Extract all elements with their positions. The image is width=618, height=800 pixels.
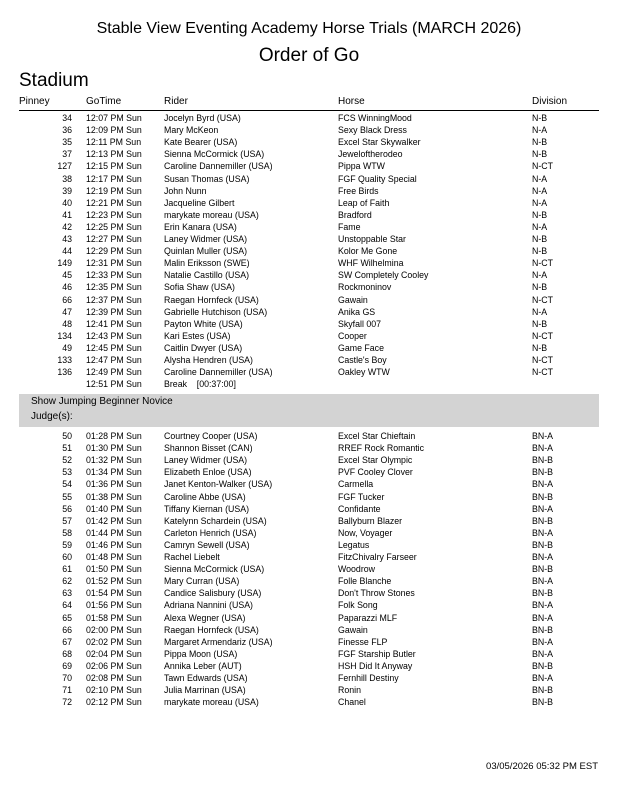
column-header-rider: Rider (164, 96, 188, 107)
horse-cell: Game Face (338, 342, 384, 353)
gotime-cell: 12:17 PM Sun (86, 173, 142, 184)
division-cell: BN-A (532, 503, 554, 514)
pinney-cell: 43 (62, 234, 72, 244)
rider-cell: Laney Widmer (USA) (164, 455, 248, 466)
horse-cell: Ronin (338, 685, 361, 696)
horse-cell: Kolor Me Gone (338, 246, 398, 257)
table-row (0, 515, 618, 527)
table-row (0, 173, 618, 185)
gotime-cell: 12:41 PM Sun (86, 318, 142, 329)
rider-cell: Camryn Sewell (USA) (164, 539, 250, 550)
table-row (0, 575, 618, 587)
table-row (0, 599, 618, 611)
table-row (0, 306, 618, 318)
horse-cell: Oakley WTW (338, 367, 390, 378)
horse-cell: Legatus (338, 539, 370, 550)
division-cell: N-CT (532, 367, 554, 378)
horse-cell: Chanel (338, 697, 366, 708)
rider-cell: Malin Eriksson (SWE) (164, 258, 250, 269)
gotime-cell: 01:50 PM Sun (86, 564, 142, 575)
division-cell: BN-A (532, 576, 554, 587)
table-row (0, 430, 618, 442)
gotime-cell: 01:36 PM Sun (86, 479, 142, 490)
gotime-cell: 01:48 PM Sun (86, 552, 142, 562)
rider-cell: Erin Kanara (USA) (164, 221, 237, 232)
horse-cell: Free Birds (338, 185, 379, 196)
division-cell: BN-B (532, 515, 554, 526)
table-row (0, 185, 618, 197)
pinney-cell: 39 (62, 185, 72, 196)
gotime-cell: 02:04 PM Sun (86, 648, 142, 659)
division-cell: BN-A (532, 527, 554, 538)
table-row (0, 209, 618, 221)
rider-cell: Katelynn Schardein (USA) (164, 515, 267, 526)
pinney-cell: 35 (62, 137, 72, 148)
pinney-cell: 127 (57, 161, 72, 172)
division-cell: N-B (532, 246, 548, 257)
gotime-cell: 02:06 PM Sun (86, 660, 142, 671)
pinney-cell: 67 (62, 636, 72, 647)
table-row (0, 660, 618, 672)
pinney-cell: 40 (62, 197, 72, 208)
table-row (0, 378, 618, 390)
gotime-cell: 12:35 PM Sun (86, 282, 142, 293)
gotime-cell: 01:56 PM Sun (86, 600, 142, 611)
rider-cell: Janet Kenton-Walker (USA) (164, 479, 273, 490)
gotime-cell: 12:31 PM Sun (86, 258, 142, 269)
division-cell: N-CT (532, 330, 554, 341)
pinney-cell: 42 (62, 221, 72, 232)
horse-cell: HSH Did It Anyway (338, 660, 413, 671)
division-cell: N-CT (532, 258, 554, 269)
gotime-cell: 12:13 PM Sun (86, 149, 142, 160)
table-row (0, 636, 618, 648)
rider-cell: Annika Leber (AUT) (164, 660, 242, 671)
division-cell: N-A (532, 221, 548, 232)
rider-cell: marykate moreau (USA) (164, 209, 259, 220)
gotime-cell: 12:39 PM Sun (86, 306, 142, 317)
horse-cell: Folk Song (338, 600, 378, 611)
gotime-cell: 12:33 PM Sun (86, 270, 142, 281)
rider-cell: Caitlin Dwyer (USA) (164, 342, 243, 353)
rider-cell: Mary McKeon (164, 125, 219, 136)
horse-cell: Skyfall 007 (338, 318, 382, 329)
pinney-cell: 48 (62, 318, 72, 329)
rider-cell: Break [00:37:00] (164, 379, 236, 390)
division-cell: N-B (532, 282, 548, 293)
gotime-cell: 01:30 PM Sun (86, 443, 142, 454)
gotime-cell: 12:25 PM Sun (86, 221, 142, 232)
horse-cell: Jeweloftherodeo (338, 149, 403, 160)
horse-cell: Leap of Faith (338, 197, 390, 208)
table-row (0, 269, 618, 281)
division-cell: N-A (532, 173, 548, 184)
rider-cell: Alysha Hendren (USA) (164, 355, 253, 365)
gotime-cell: 01:38 PM Sun (86, 491, 142, 502)
division-cell: N-B (532, 149, 548, 160)
table-row (0, 527, 618, 539)
rider-cell: Quinlan Muller (USA) (164, 246, 248, 257)
document-title: Stable View Eventing Academy Horse Trials (MARCH 2026) (96, 20, 522, 37)
division-cell: N-A (532, 270, 548, 281)
horse-cell: Unstoppable Star (338, 234, 406, 244)
horse-cell: Paparazzi MLF (338, 612, 398, 623)
pinney-cell: 34 (62, 113, 72, 123)
horse-cell: SW Completely Cooley (338, 270, 429, 281)
rider-cell: Pippa Moon (USA) (164, 648, 238, 659)
gotime-cell: 01:28 PM Sun (86, 431, 142, 441)
pinney-cell: 72 (62, 697, 72, 708)
horse-cell: RREF Rock Romantic (338, 443, 425, 454)
division-cell: BN-A (532, 443, 554, 454)
horse-cell: Anika GS (338, 306, 376, 317)
column-header-horse: Horse (338, 96, 365, 107)
division-cell: BN-A (532, 636, 554, 647)
pinney-cell: 53 (62, 467, 72, 478)
horse-cell: Woodrow (338, 564, 375, 575)
pinney-cell: 57 (62, 515, 72, 526)
rider-cell: Courtney Cooper (USA) (164, 431, 258, 441)
pinney-cell: 41 (62, 209, 72, 220)
division-cell: BN-B (532, 624, 554, 635)
division-cell: BN-A (532, 431, 554, 441)
table-row (0, 342, 618, 354)
pinney-cell: 71 (62, 685, 72, 696)
horse-cell: FGF Tucker (338, 491, 385, 502)
gotime-cell: 12:51 PM Sun (86, 379, 142, 390)
rider-cell: Raegan Hornfeck (USA) (164, 294, 259, 305)
division-cell: N-B (532, 318, 548, 329)
column-header-division: Division (532, 96, 568, 107)
rider-cell: Mary Curran (USA) (164, 576, 240, 587)
pinney-cell: 54 (62, 479, 72, 490)
pinney-cell: 65 (62, 612, 72, 623)
division-cell: N-CT (532, 355, 554, 365)
table-row (0, 245, 618, 257)
table-row (0, 478, 618, 490)
pinney-cell: 62 (62, 576, 72, 587)
rider-cell: Rachel Liebelt (164, 552, 220, 562)
division-cell: BN-B (532, 660, 554, 671)
class-title: Show Jumping Beginner Novice (31, 396, 173, 407)
rider-cell: Caroline Abbe (USA) (164, 491, 246, 502)
division-cell: N-B (532, 342, 548, 353)
horse-cell: Carmella (338, 479, 374, 490)
pinney-cell: 47 (62, 306, 72, 317)
pinney-cell: 45 (62, 270, 72, 281)
horse-cell: FCS WinningMood (338, 113, 412, 123)
rider-cell: marykate moreau (USA) (164, 697, 259, 708)
pinney-cell: 50 (62, 431, 72, 441)
division-cell: N-B (532, 209, 548, 220)
division-cell: N-A (532, 306, 548, 317)
rider-cell: Sienna McCormick (USA) (164, 564, 265, 575)
horse-cell: Gawain (338, 624, 368, 635)
rider-cell: Caroline Dannemiller (USA) (164, 161, 273, 172)
gotime-cell: 01:54 PM Sun (86, 588, 142, 599)
table-row (0, 624, 618, 636)
division-cell: BN-A (532, 552, 554, 562)
rider-cell: Tawn Edwards (USA) (164, 673, 248, 683)
horse-cell: PVF Cooley Clover (338, 467, 413, 478)
rider-cell: Julia Marrinan (USA) (164, 685, 246, 696)
table-row (0, 294, 618, 306)
horse-cell: Finesse FLP (338, 636, 388, 647)
table-row (0, 466, 618, 478)
rider-cell: Shannon Bisset (CAN) (164, 443, 253, 454)
gotime-cell: 12:29 PM Sun (86, 246, 142, 257)
rider-cell: Gabrielle Hutchison (USA) (164, 306, 268, 317)
gotime-cell: 02:12 PM Sun (86, 697, 142, 708)
rider-cell: Laney Widmer (USA) (164, 234, 248, 244)
pinney-cell: 55 (62, 491, 72, 502)
horse-cell: FitzChivalry Farseer (338, 552, 417, 562)
gotime-cell: 12:47 PM Sun (86, 355, 142, 365)
horse-cell: Excel Star Olympic (338, 455, 413, 466)
pinney-cell: 56 (62, 503, 72, 514)
rider-cell: Sofia Shaw (USA) (164, 282, 235, 293)
gotime-cell: 12:15 PM Sun (86, 161, 142, 172)
table-row (0, 366, 618, 378)
rider-cell: Kate Bearer (USA) (164, 137, 238, 148)
rider-cell: Carleton Henrich (USA) (164, 527, 257, 538)
pinney-cell: 44 (62, 246, 72, 257)
division-cell: N-B (532, 137, 548, 148)
gotime-cell: 02:00 PM Sun (86, 624, 142, 635)
rider-cell: Elizabeth Enloe (USA) (164, 467, 252, 478)
horse-cell: Castle's Boy (338, 355, 387, 365)
pinney-cell: 49 (62, 342, 72, 353)
rider-cell: Sienna McCormick (USA) (164, 149, 265, 160)
horse-cell: FGF Starship Butler (338, 648, 416, 659)
gotime-cell: 12:43 PM Sun (86, 330, 142, 341)
gotime-cell: 12:07 PM Sun (86, 113, 142, 123)
table-row (0, 551, 618, 563)
division-cell: BN-B (532, 564, 554, 575)
horse-cell: Rockmoninov (338, 282, 392, 293)
rider-cell: Adriana Nannini (USA) (164, 600, 253, 611)
division-cell: BN-A (532, 673, 554, 683)
horse-cell: Don't Throw Stones (338, 588, 415, 599)
pinney-cell: 70 (62, 673, 72, 683)
division-cell: BN-A (532, 612, 554, 623)
pinney-cell: 52 (62, 455, 72, 466)
division-cell: BN-A (532, 479, 554, 490)
division-cell: N-A (532, 197, 548, 208)
pinney-cell: 68 (62, 648, 72, 659)
gotime-cell: 01:32 PM Sun (86, 455, 142, 466)
horse-cell: Bradford (338, 209, 372, 220)
rider-cell: Margaret Armendariz (USA) (164, 636, 273, 647)
rider-cell: Kari Estes (USA) (164, 330, 231, 341)
pinney-cell: 134 (57, 330, 72, 341)
table-row (0, 587, 618, 599)
pinney-cell: 38 (62, 173, 72, 184)
gotime-cell: 12:19 PM Sun (86, 185, 142, 196)
gotime-cell: 12:49 PM Sun (86, 367, 142, 378)
gotime-cell: 12:23 PM Sun (86, 209, 142, 220)
gotime-cell: 01:58 PM Sun (86, 612, 142, 623)
pinney-cell: 37 (62, 149, 72, 160)
pinney-cell: 46 (62, 282, 72, 293)
table-row (0, 648, 618, 660)
pinney-cell: 63 (62, 588, 72, 599)
division-cell: N-CT (532, 294, 554, 305)
division-cell: BN-B (532, 539, 554, 550)
horse-cell: Ballyburn Blazer (338, 515, 403, 526)
table-row (0, 454, 618, 466)
division-cell: BN-B (532, 588, 554, 599)
gotime-cell: 01:52 PM Sun (86, 576, 142, 587)
division-cell: BN-B (532, 697, 554, 708)
pinney-cell: 60 (62, 552, 72, 562)
table-row (0, 197, 618, 209)
division-cell: N-B (532, 234, 548, 244)
rider-cell: Susan Thomas (USA) (164, 173, 250, 184)
table-row (0, 124, 618, 136)
pinney-cell: 51 (62, 443, 72, 454)
gotime-cell: 12:09 PM Sun (86, 125, 142, 136)
rider-cell: Tiffany Kiernan (USA) (164, 503, 250, 514)
table-row (0, 612, 618, 624)
gotime-cell: 01:46 PM Sun (86, 539, 142, 550)
header-divider (19, 110, 599, 111)
gotime-cell: 02:10 PM Sun (86, 685, 142, 696)
horse-cell: Excel Star Skywalker (338, 137, 421, 148)
table-row (0, 112, 618, 124)
horse-cell: Sexy Black Dress (338, 125, 407, 136)
table-row (0, 563, 618, 575)
gotime-cell: 12:27 PM Sun (86, 234, 142, 244)
division-cell: N-A (532, 185, 548, 196)
document-subtitle: Order of Go (258, 45, 360, 66)
table-row (0, 491, 618, 503)
rider-cell: Raegan Hornfeck (USA) (164, 624, 259, 635)
horse-cell: Fame (338, 221, 361, 232)
division-cell: BN-A (532, 648, 554, 659)
horse-cell: Fernhill Destiny (338, 673, 399, 683)
gotime-cell: 12:45 PM Sun (86, 342, 142, 353)
gotime-cell: 02:02 PM Sun (86, 636, 142, 647)
pinney-cell: 69 (62, 660, 72, 671)
pinney-cell: 64 (62, 600, 72, 611)
table-row (0, 503, 618, 515)
division-cell: N-A (532, 125, 548, 136)
table-row (0, 442, 618, 454)
pinney-cell: 149 (57, 258, 72, 269)
horse-cell: Confidante (338, 503, 381, 514)
horse-cell: Excel Star Chieftain (338, 431, 416, 441)
rider-cell: Candice Salisbury (USA) (164, 588, 262, 599)
horse-cell: Gawain (338, 294, 368, 305)
gotime-cell: 01:34 PM Sun (86, 467, 142, 478)
rider-cell: John Nunn (164, 185, 207, 196)
table-row (0, 281, 618, 293)
gotime-cell: 01:40 PM Sun (86, 503, 142, 514)
print-timestamp: 03/05/2026 05:32 PM EST (486, 761, 598, 772)
horse-cell: Pippa WTW (338, 161, 385, 172)
rider-cell: Alexa Wegner (USA) (164, 612, 246, 623)
rider-cell: Payton White (USA) (164, 318, 243, 329)
pinney-cell: 136 (57, 367, 72, 378)
rider-cell: Jacqueline Gilbert (164, 197, 235, 208)
table-row (0, 672, 618, 684)
division-cell: BN-B (532, 467, 554, 478)
column-header-pinney: Pinney (19, 96, 50, 107)
section-heading: Stadium (19, 70, 89, 91)
rider-cell: Caroline Dannemiller (USA) (164, 367, 273, 378)
rider-cell: Natalie Castillo (USA) (164, 270, 250, 281)
table-row (0, 354, 618, 366)
table-row (0, 136, 618, 148)
division-cell: BN-B (532, 685, 554, 696)
judges-label: Judge(s): (31, 411, 73, 422)
horse-cell: Now, Voyager (338, 527, 393, 538)
pinney-cell: 58 (62, 527, 72, 538)
table-row (0, 330, 618, 342)
gotime-cell: 12:37 PM Sun (86, 294, 142, 305)
column-header-gotime: GoTime (86, 96, 122, 107)
table-row (0, 539, 618, 551)
rider-cell: Jocelyn Byrd (USA) (164, 113, 241, 123)
table-row (0, 696, 618, 708)
pinney-cell: 133 (57, 355, 72, 365)
division-cell: BN-B (532, 455, 554, 466)
pinney-cell: 61 (62, 564, 72, 575)
gotime-cell: 12:21 PM Sun (86, 197, 142, 208)
division-cell: N-CT (532, 161, 554, 172)
table-row (0, 233, 618, 245)
table-row (0, 684, 618, 696)
horse-cell: FGF Quality Special (338, 173, 417, 184)
gotime-cell: 01:44 PM Sun (86, 527, 142, 538)
table-row (0, 257, 618, 269)
horse-cell: Folle Blanche (338, 576, 392, 587)
gotime-cell: 12:11 PM Sun (86, 137, 142, 148)
table-row (0, 148, 618, 160)
pinney-cell: 36 (62, 125, 72, 136)
table-row (0, 221, 618, 233)
table-row (0, 160, 618, 172)
division-cell: BN-A (532, 600, 554, 611)
pinney-cell: 66 (62, 294, 72, 305)
pinney-cell: 66 (62, 624, 72, 635)
pinney-cell: 59 (62, 539, 72, 550)
division-cell: N-B (532, 113, 548, 123)
horse-cell: Cooper (338, 330, 367, 341)
gotime-cell: 01:42 PM Sun (86, 515, 142, 526)
table-row (0, 318, 618, 330)
gotime-cell: 02:08 PM Sun (86, 673, 142, 683)
division-cell: BN-B (532, 491, 554, 502)
horse-cell: WHF Wilhelmina (338, 258, 404, 269)
